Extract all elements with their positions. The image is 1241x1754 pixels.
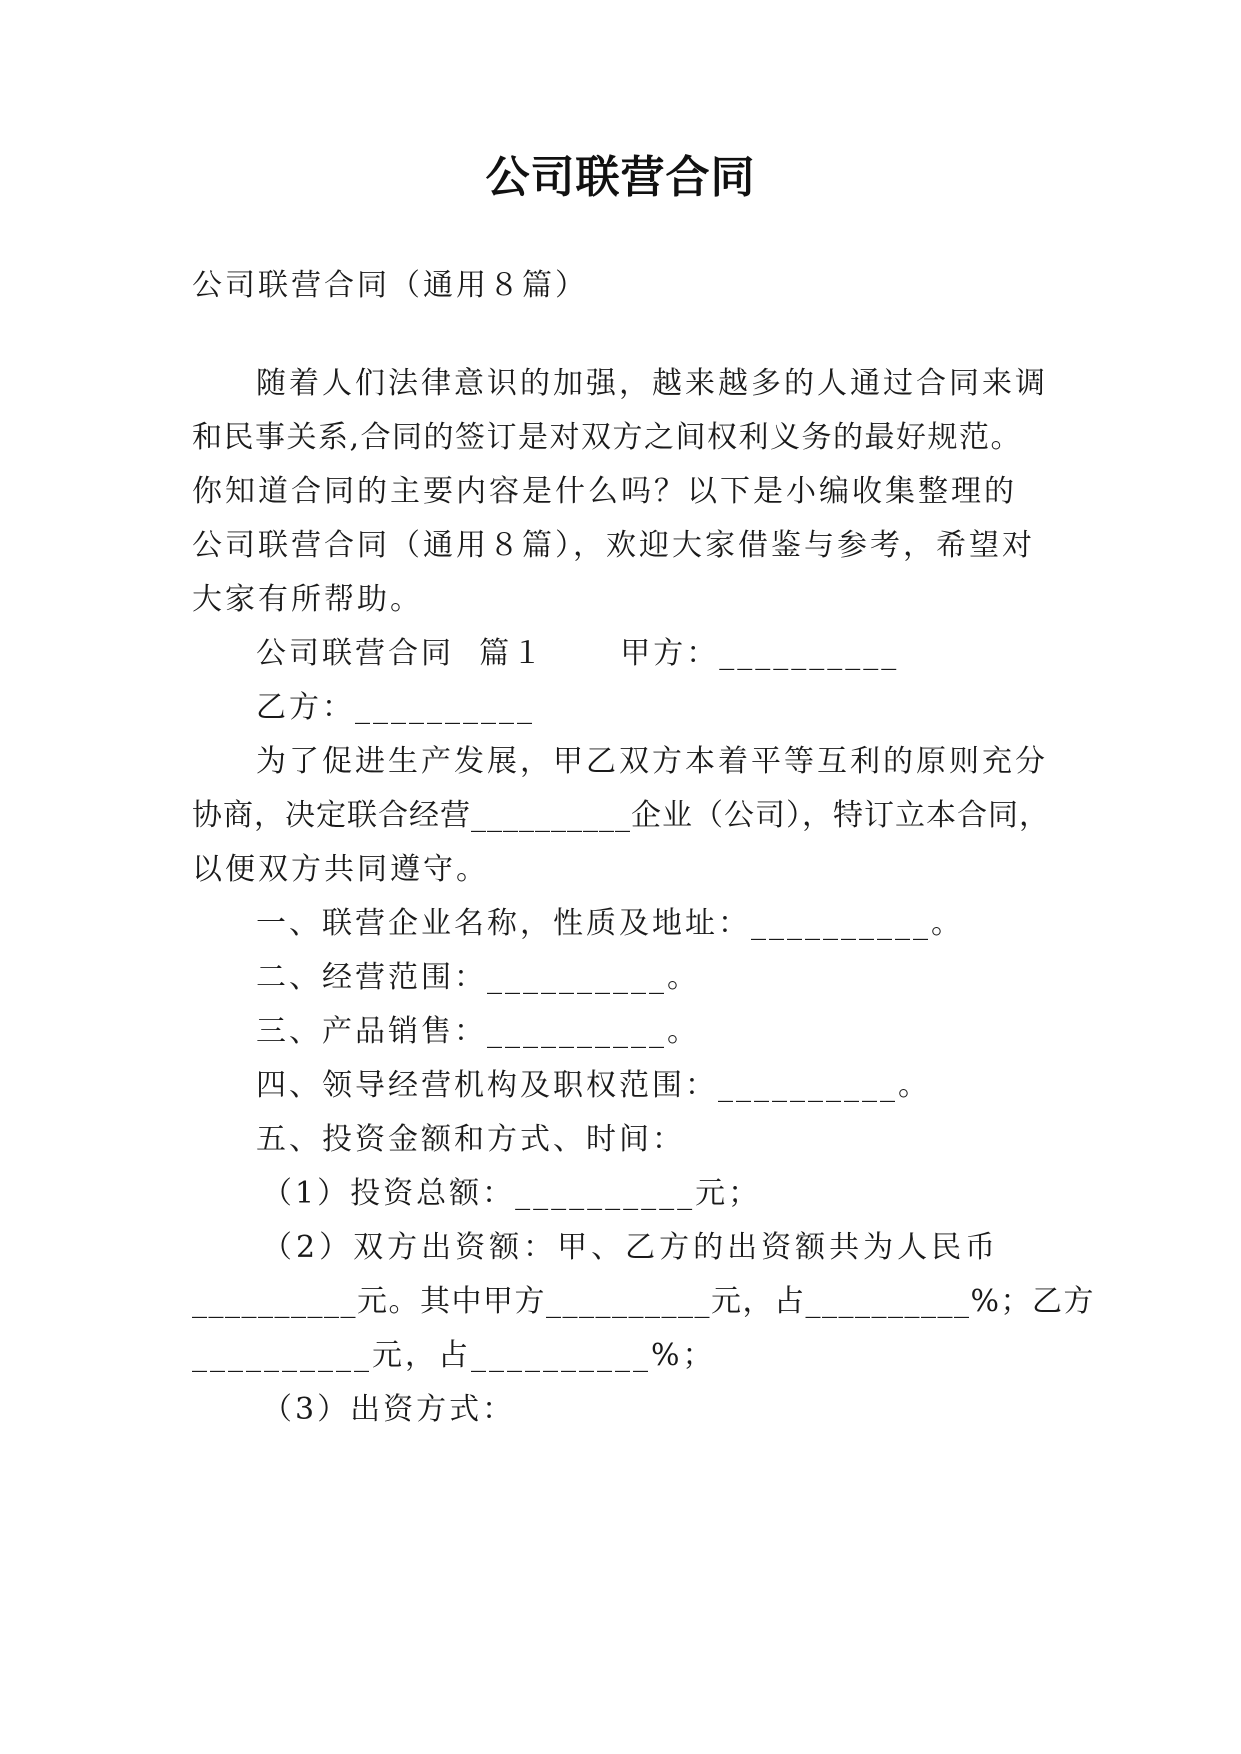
purpose-line-2: 协商，决定联合经营__________企业（公司），特订立本合同， xyxy=(192,798,1050,833)
intro-line-5: 大家有所帮助。 xyxy=(192,582,423,617)
section-header: 公司联营合同 篇１ 甲方：__________ xyxy=(256,636,900,671)
intro-line-2: 和民事关系,合同的签订是对双方之间权利义务的最好规范。 xyxy=(192,420,1023,455)
item-3: （3）出资方式： xyxy=(262,1392,516,1427)
intro-line-4: 公司联营合同（通用８篇），欢迎大家借鉴与参考，希望对 xyxy=(192,528,1035,563)
document-subtitle: 公司联营合同（通用８篇） xyxy=(192,268,588,303)
intro-line-3: 你知道合同的主要内容是什么吗？以下是小编收集整理的 xyxy=(192,474,1017,509)
clause-2: 二、经营范围：__________。 xyxy=(256,960,700,995)
item-2-line-1: （2）双方出资额：甲、乙方的出资额共为人民币 xyxy=(262,1230,1000,1265)
clause-5: 五、投资金额和方式、时间： xyxy=(256,1122,685,1157)
purpose-line-3: 以便双方共同遵守。 xyxy=(192,852,489,887)
item-1: （1）投资总额：__________元； xyxy=(262,1176,762,1211)
item-2-line-2: __________元。其中甲方__________元，占__________%；乙方 xyxy=(192,1284,1096,1319)
purpose-line-1: 为了促进生产发展，甲乙双方本着平等互利的原则充分 xyxy=(256,744,1048,779)
party-b-line: 乙方：__________ xyxy=(256,690,535,725)
clause-3: 三、产品销售：__________。 xyxy=(256,1014,700,1049)
clause-1: 一、联营企业名称，性质及地址：__________。 xyxy=(256,906,964,941)
item-2-line-3: __________元，占__________%； xyxy=(192,1338,716,1373)
document-title: 公司联营合同 xyxy=(485,152,756,203)
intro-line-1: 随着人们法律意识的加强，越来越多的人通过合同来调 xyxy=(256,366,1048,401)
clause-4: 四、领导经营机构及职权范围：__________。 xyxy=(256,1068,931,1103)
